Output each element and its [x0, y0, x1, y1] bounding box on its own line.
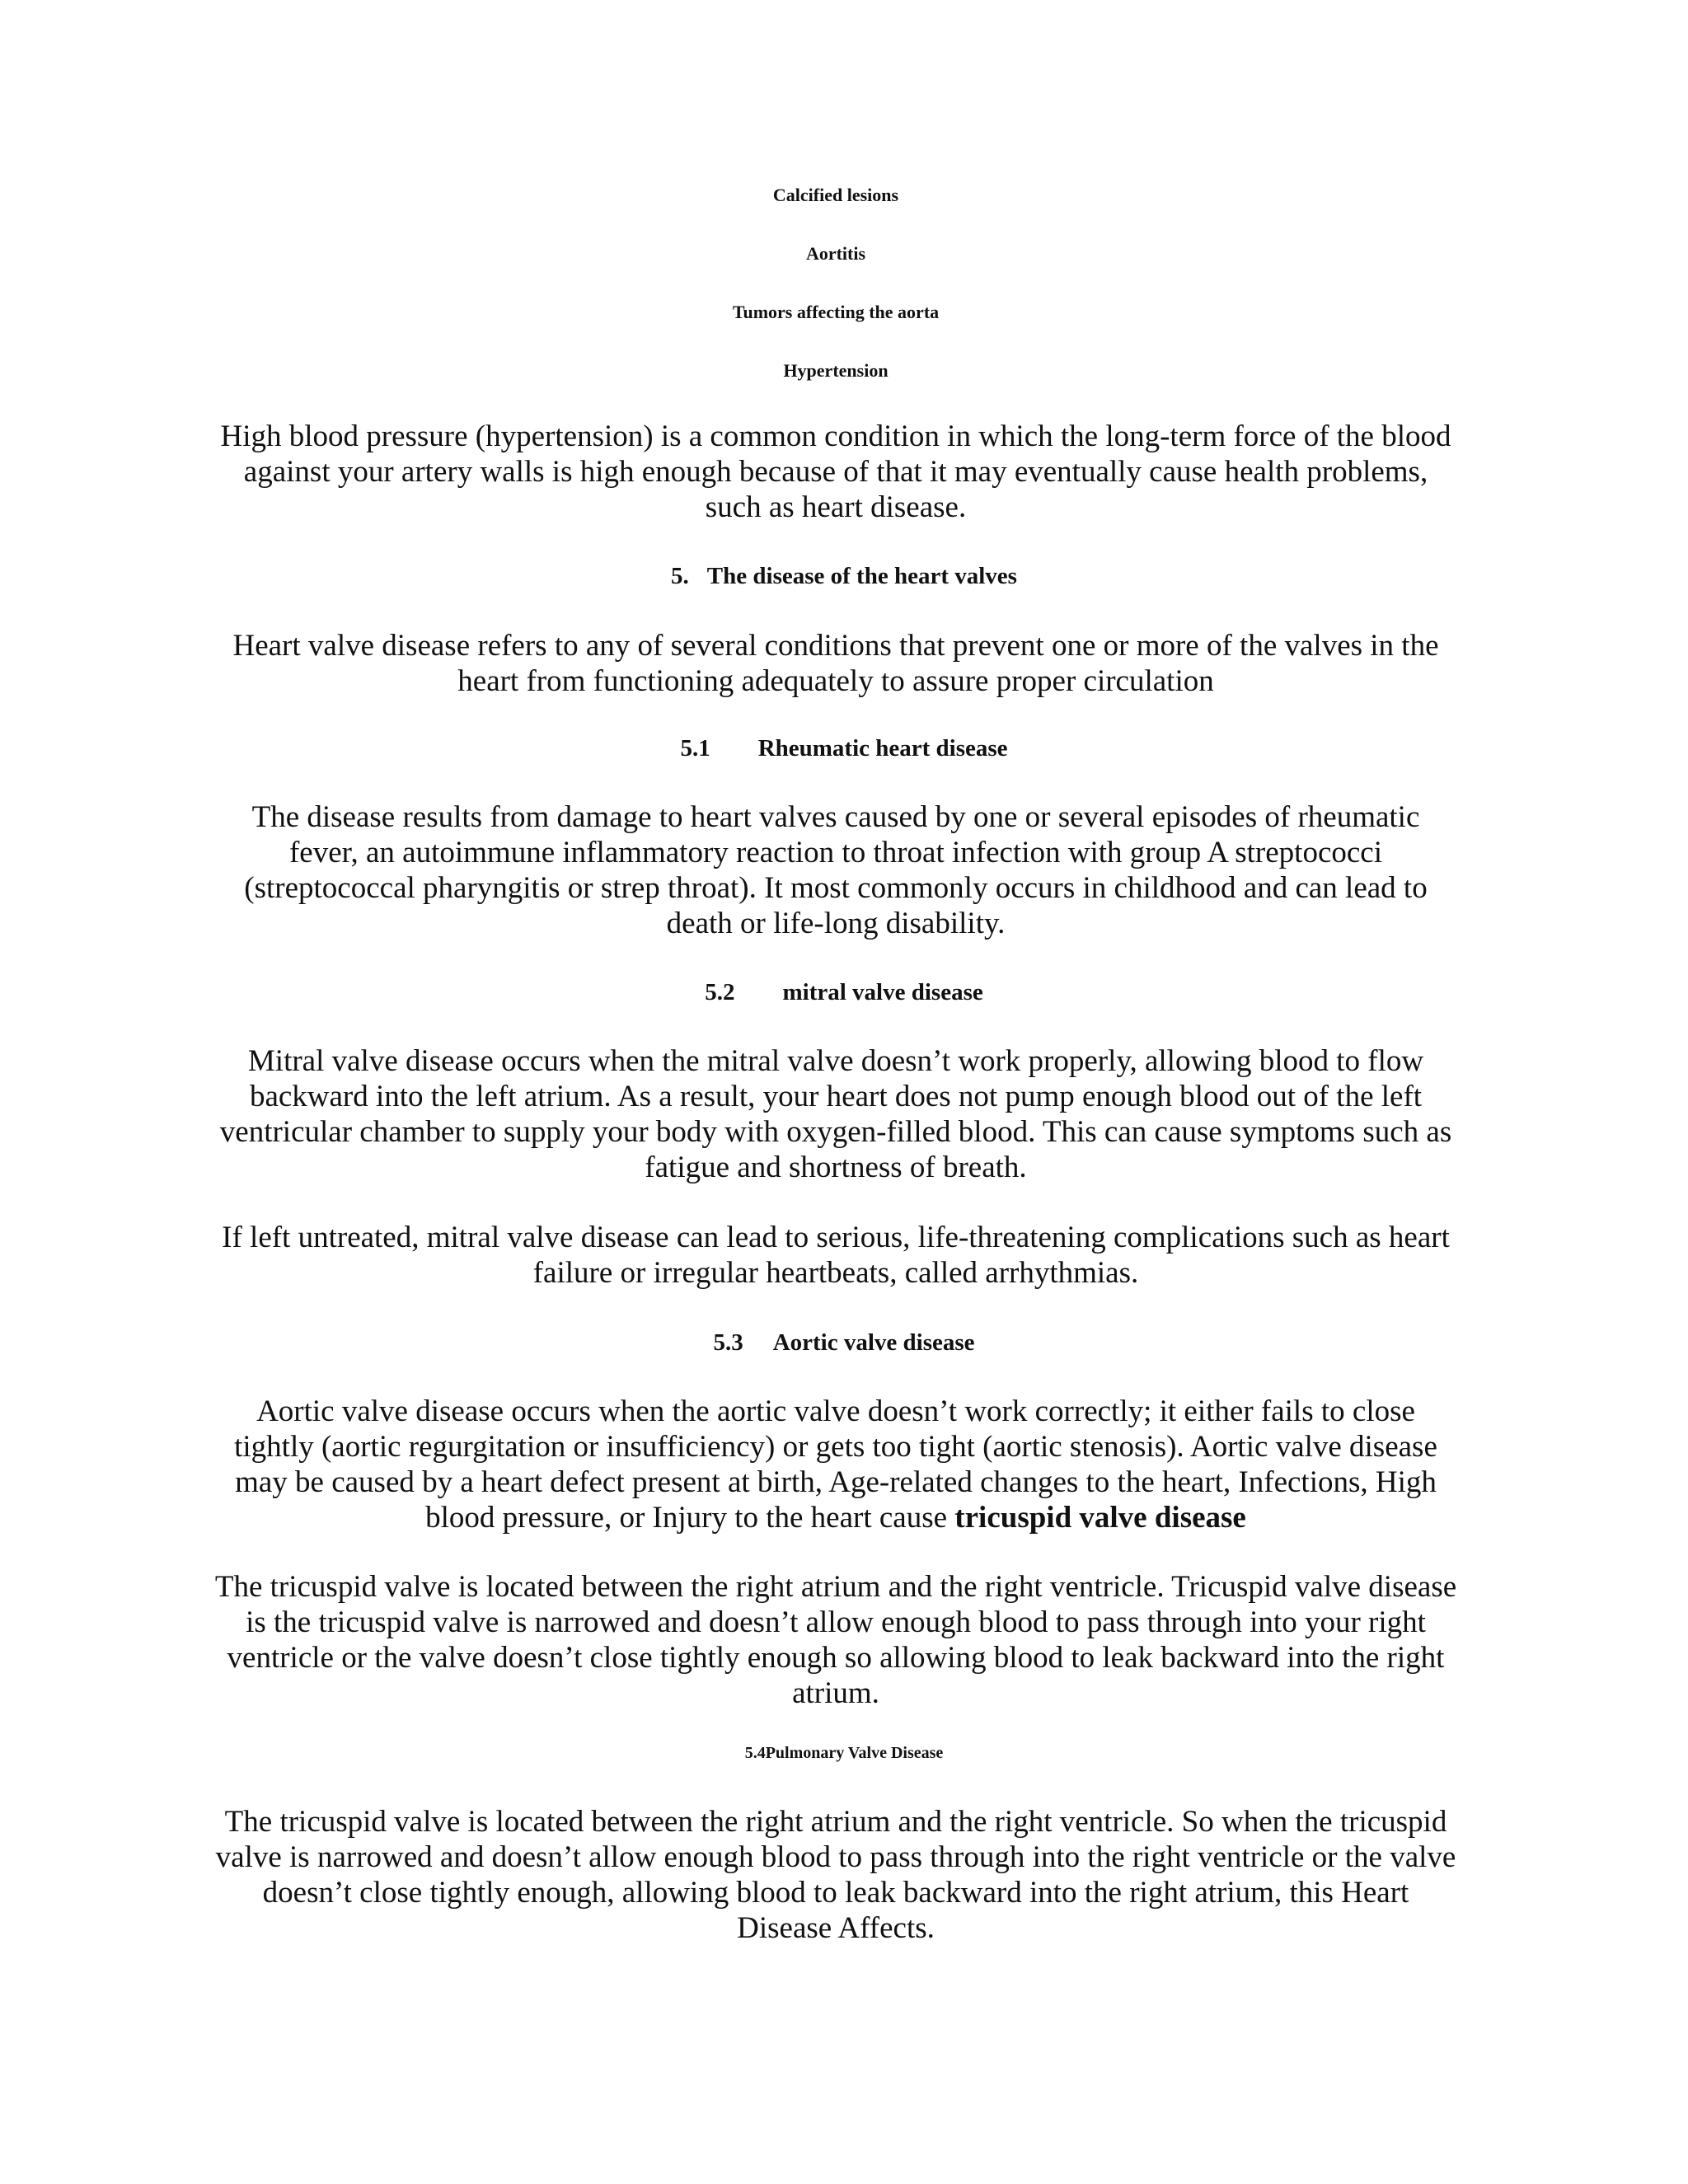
- tricuspid-bold-phrase: tricuspid valve disease: [954, 1501, 1246, 1535]
- hypertension-paragraph: High blood pressure (hypertension) is a common condition in which the long-term force of the blood against your artery walls is high enough because of that it may eventually cause health problems, such as heart disease.: [220, 419, 1451, 524]
- section-5-4-number: 5.4: [744, 1744, 766, 1762]
- item-aortitis: Aortitis: [805, 243, 866, 264]
- section-5-paragraph: Heart valve disease refers to any of several conditions that prevent one or more of the valves in the heart from functioning adequately to assure proper circulation: [232, 629, 1439, 698]
- section-5-3-number: 5.3: [713, 1329, 743, 1356]
- section-5-2-title: mitral valve disease: [782, 979, 983, 1005]
- section-5-3-text: Aortic valve disease occurs when the aortic valve doesn’t work correctly; it either fails to close tightly (aortic regurgitation or insufficiency) or gets too tight (aortic stenosis). Aortic valve disease may be caused by a heart defect present at birth, Age-related changes to the heart, Infections, High blood pressure, or Injury to the heart cause: [234, 1394, 1437, 1535]
- section-5-3-heading: [0, 1328, 1688, 1357]
- section-5-4-heading: [0, 1742, 1688, 1764]
- section-5-4-paragraph: The tricuspid valve is located between the right atrium and the right ventricle. So when the tricuspid valve is narrowed and doesn’t allow enough blood to pass through into the right ventricle or the valve doesn’t close tightly enough, allowing blood to leak backward into the right atrium, this Heart Disease Affects.: [215, 1805, 1456, 1945]
- section-5-title: The disease of the heart valves: [706, 563, 1017, 589]
- section-5-2-paragraph-1: Mitral valve disease occurs when the mitral valve doesn’t work properly, allowing blood to flow backward into the left atrium. As a result, your heart does not pump enough blood out of the left ventricular chamber to supply your body with oxygen-filled blood. This can cause symptoms such as fatigue and shortness of breath.: [219, 1044, 1452, 1184]
- section-5-1-heading: [0, 733, 1688, 763]
- section-5-4-title: Pulmonary Valve Disease: [765, 1744, 944, 1762]
- section-5-1-number: 5.1: [680, 735, 710, 762]
- section-5-1-title: Rheumatic heart disease: [757, 735, 1008, 762]
- item-tumors-aorta: Tumors affecting the aorta: [732, 302, 940, 322]
- section-5-1-paragraph: The disease results from damage to heart valves caused by one or several episodes of rheumatic fever, an autoimmune inflammatory reaction to throat infection with group A streptococci (streptococcal pharyngitis or strep throat). It most commonly occurs in childhood and can lead to death or life-long disability.: [244, 800, 1428, 940]
- item-hypertension: Hypertension: [783, 360, 889, 381]
- section-5-2-number: 5.2: [705, 979, 735, 1005]
- section-5-2-heading: [0, 977, 1688, 1007]
- tricuspid-paragraph: The tricuspid valve is located between the right atrium and the right ventricle. Tricuspid valve disease is the tricuspid valve is narrowed and doesn’t allow enough blood to pass through into your right ventricle or the valve doesn’t close tightly enough so allowing blood to leak backward into the right atrium.: [214, 1570, 1457, 1710]
- section-5-3-title: Aortic valve disease: [772, 1329, 975, 1356]
- item-calcified-lesions: Calcified lesions: [772, 185, 899, 205]
- section-5-3-paragraph: [214, 1394, 1457, 1535]
- section-5-heading: [0, 561, 1688, 591]
- section-5-2-paragraph-2: If left untreated, mitral valve disease can lead to serious, life-threatening complications such as heart failure or irregular heartbeats, called arrhythmias.: [222, 1221, 1450, 1290]
- section-5-number: 5.: [671, 563, 689, 589]
